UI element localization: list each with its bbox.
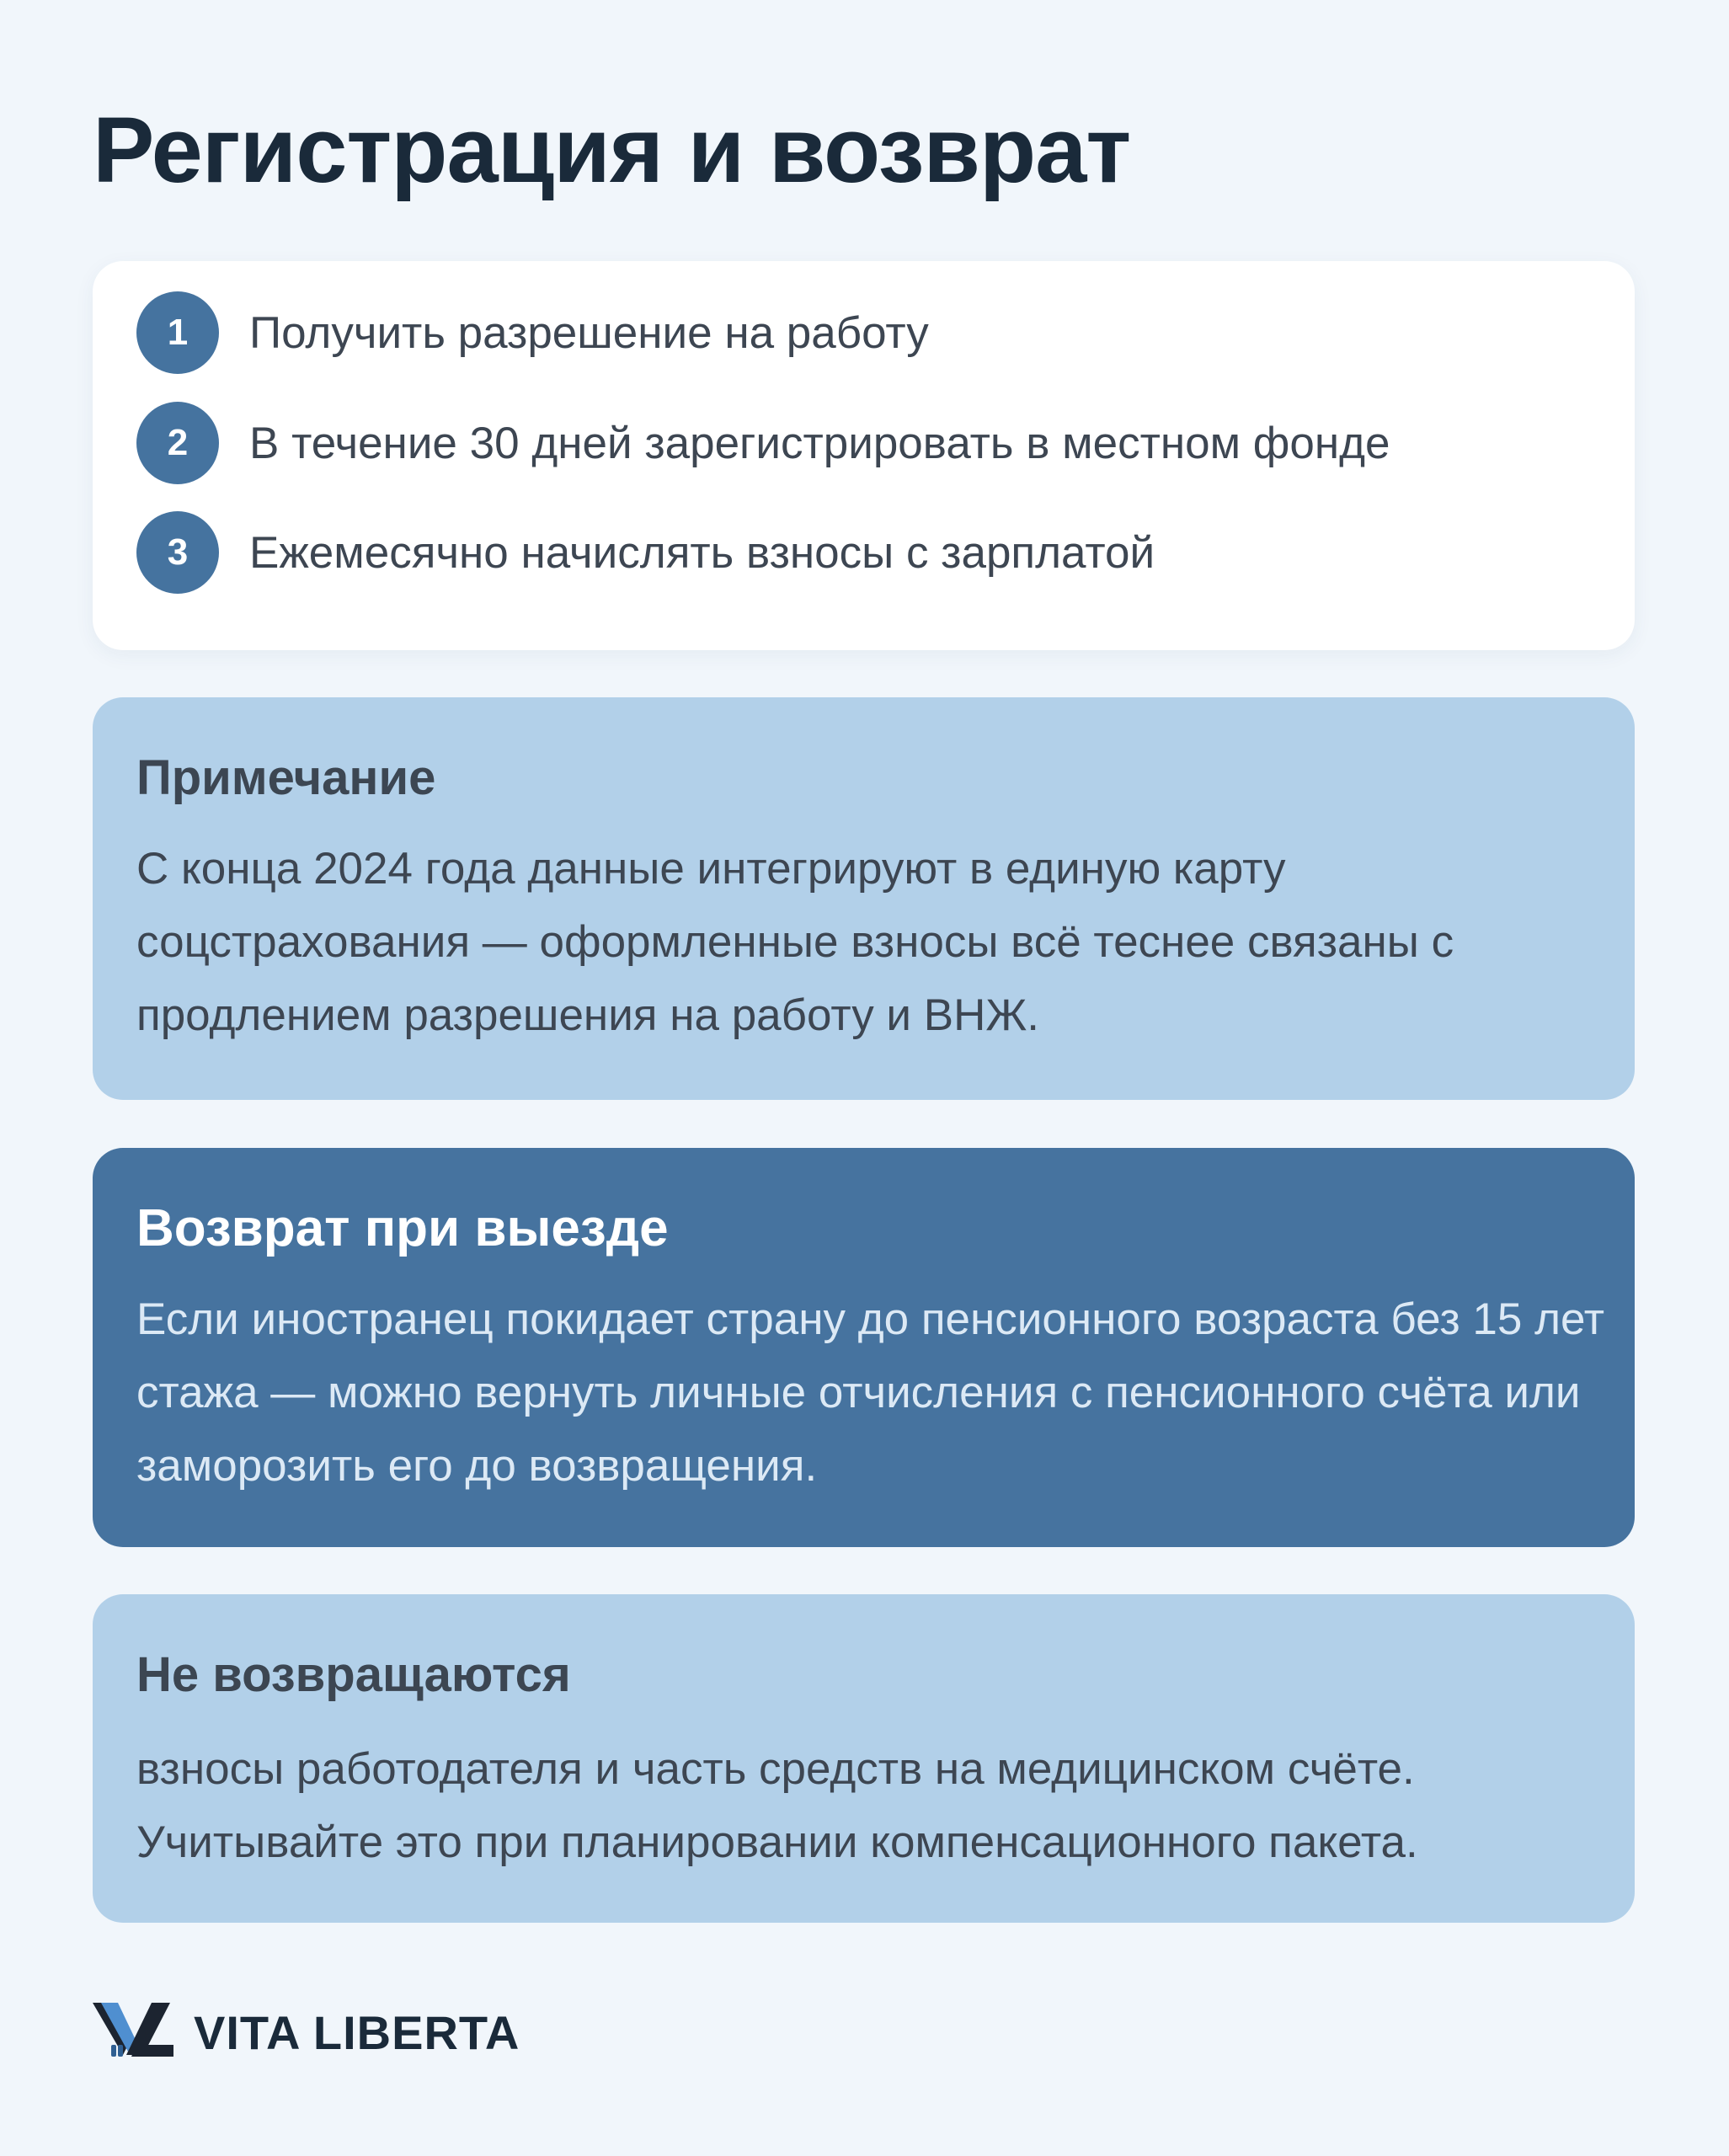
vita-liberta-logo-icon (93, 2003, 173, 2062)
refund-card (93, 1148, 1635, 1547)
step-item-1 (136, 291, 929, 374)
step-text: В течение 30 дней зарегистрировать в местном фонде (249, 418, 1390, 468)
brand-logo (93, 2003, 520, 2062)
step-number-badge: 1 (136, 291, 219, 374)
refund-body: Если иностранец покидает страну до пенсионного возраста без 15 лет стажа — можно вернуть личные отчисления с пенсионного счёта или заморозить его до возвращения. (136, 1294, 1605, 1491)
note-card (93, 697, 1635, 1100)
non-refundable-heading: Не возвращаются (136, 1647, 571, 1702)
steps-card (93, 261, 1635, 650)
page-title: Регистрация и возврат (93, 99, 1131, 202)
step-number-badge: 3 (136, 511, 219, 594)
step-item-3 (136, 511, 1155, 594)
non-refundable-card (93, 1594, 1635, 1923)
note-body: С конца 2024 года данные интегрируют в единую карту соцстрахования — оформленные взносы всё теснее связаны с продлением разрешения на работу и ВНЖ. (136, 844, 1454, 1040)
refund-heading: Возврат при выезде (136, 1199, 669, 1257)
step-text: Получить разрешение на работу (249, 307, 929, 358)
step-item-2 (136, 402, 1390, 484)
note-heading: Примечание (136, 750, 436, 805)
step-text: Ежемесячно начислять взносы с зарплатой (249, 527, 1155, 578)
non-refundable-body: взносы работодателя и часть средств на медицинском счёте. Учитывайте это при планировании компенсационного пакета. (136, 1744, 1418, 1867)
step-number-badge: 2 (136, 402, 219, 484)
logo-text: VITA LIBERTA (194, 2005, 520, 2059)
